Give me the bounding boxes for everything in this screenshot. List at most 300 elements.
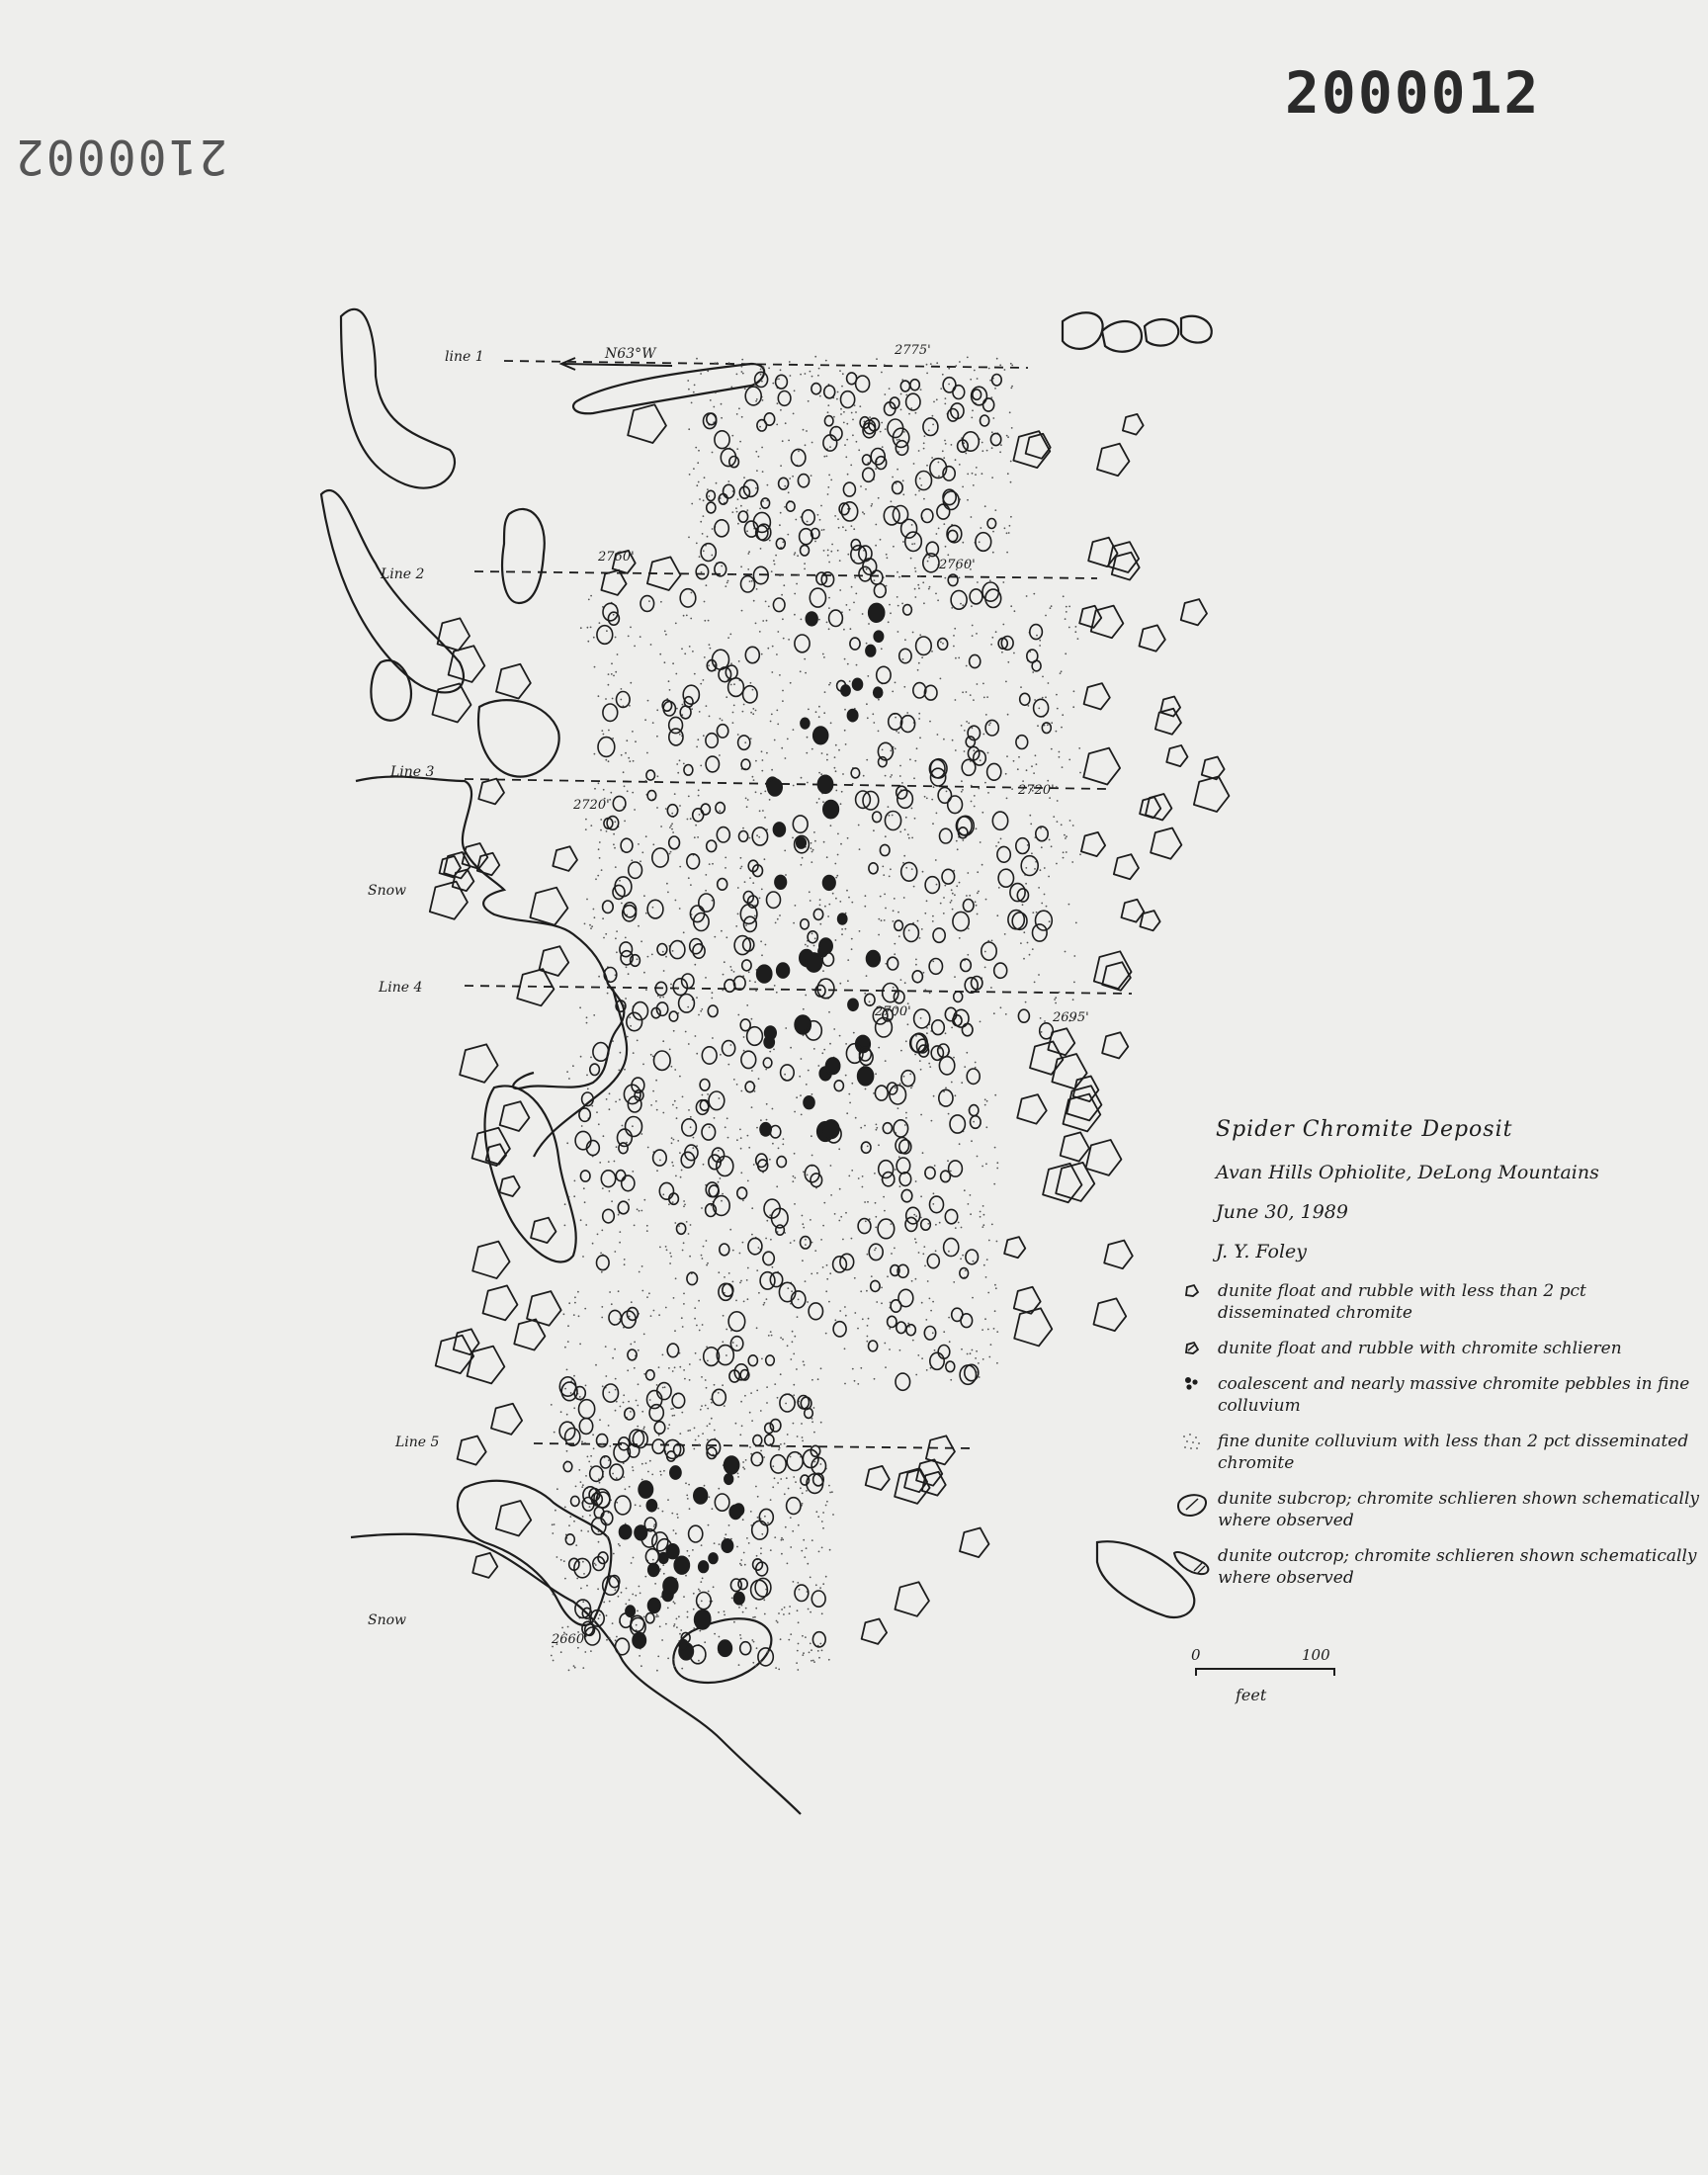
colluvium-dot [919,737,921,739]
colluvium-dot [789,361,791,363]
dunite-pebble [670,941,685,959]
colluvium-dot [1004,933,1006,935]
dunite-pebble [1034,699,1049,717]
colluvium-dot [643,895,645,897]
colluvium-dot [725,1126,726,1128]
colluvium-dot [794,1336,796,1338]
colluvium-dot [910,1088,912,1089]
colluvium-dot [756,1555,758,1557]
colluvium-dot [977,914,979,915]
colluvium-dot [873,829,875,831]
colluvium-dot [614,1251,616,1253]
colluvium-dot [788,491,790,493]
colluvium-dot [880,431,882,433]
colluvium-dot [603,789,605,791]
colluvium-dot [995,845,997,847]
colluvium-dot [698,1436,700,1437]
colluvium-dot [916,747,918,749]
colluvium-dot [722,1384,724,1386]
colluvium-dot [769,540,771,542]
colluvium-dot [931,1120,933,1122]
dunite-pebble [940,828,953,843]
colluvium-dot [753,1641,755,1643]
chromite-pebble [725,1456,739,1474]
colluvium-dot [801,1058,803,1060]
colluvium-dot [903,897,905,899]
colluvium-dot [580,1056,582,1058]
dunite-boulder [1151,827,1181,858]
colluvium-dot [598,695,600,697]
colluvium-dot [719,1543,721,1545]
colluvium-dot [768,367,770,369]
colluvium-dot [698,1660,700,1662]
colluvium-dot [910,407,912,409]
line-1-label: line 1 [445,349,484,365]
colluvium-dot [819,395,821,397]
colluvium-dot [745,798,747,800]
colluvium-dot [991,431,993,433]
dunite-boulder [458,1436,486,1465]
colluvium-dot [863,513,865,515]
dunite-boulder [1052,1054,1086,1088]
colluvium-dot [1057,708,1059,710]
colluvium-dot [789,478,791,479]
colluvium-dot [742,1242,744,1244]
dunite-pebble [682,1119,697,1136]
colluvium-dot [979,1376,981,1378]
dunite-pebble [706,756,719,772]
colluvium-dot [778,1148,780,1150]
colluvium-dot [667,1428,669,1430]
colluvium-dot [774,985,776,987]
colluvium-dot [915,959,917,961]
colluvium-dot [848,897,850,899]
dunite-pebble [871,1280,880,1291]
colluvium-dot [796,1368,798,1370]
dunite-pebble [738,511,747,522]
colluvium-dot [754,981,756,983]
dunite-pebble [1027,650,1038,662]
colluvium-dot [840,1216,842,1218]
colluvium-dot [1007,714,1009,716]
colluvium-dot [884,1343,886,1345]
colluvium-dot [1038,887,1040,889]
colluvium-dot [1079,772,1081,774]
dunite-pebble [875,1086,888,1100]
colluvium-dot [992,417,994,419]
colluvium-dot [789,1606,791,1608]
colluvium-dot [845,928,847,930]
colluvium-dot [811,1135,812,1137]
colluvium-dot [714,1117,716,1119]
colluvium-dot [944,440,946,442]
colluvium-dot [587,641,589,643]
colluvium-dot [683,1596,685,1598]
colluvium-dot [632,731,634,733]
colluvium-dot [954,628,956,630]
colluvium-dot [707,1439,709,1441]
colluvium-dot [823,712,825,714]
colluvium-dot [714,1542,716,1544]
colluvium-dot [904,828,906,830]
colluvium-dot [978,1362,980,1364]
colluvium-dot [756,1390,758,1392]
colluvium-dot [1010,388,1012,390]
colluvium-dot [844,1306,846,1308]
colluvium-dot [740,505,742,507]
colluvium-dot [944,577,946,579]
colluvium-dot [712,1037,714,1039]
colluvium-dot [1005,773,1007,775]
colluvium-dot [625,752,627,754]
colluvium-dot [919,478,921,479]
colluvium-dot [611,1303,613,1305]
colluvium-dot [806,430,808,432]
colluvium-dot [579,1006,581,1008]
colluvium-dot [556,1556,558,1558]
colluvium-dot [676,1514,678,1516]
colluvium-dot [748,1542,750,1544]
colluvium-dot [701,1207,703,1209]
colluvium-dot [704,601,706,603]
colluvium-dot [866,568,868,570]
colluvium-dot [704,1641,706,1643]
colluvium-dot [923,972,925,974]
colluvium-dot [934,1165,936,1167]
colluvium-dot [755,990,757,992]
colluvium-dot [682,704,684,706]
colluvium-dot [707,488,709,490]
colluvium-dot [618,1543,620,1545]
dunite-pebble [565,1534,574,1545]
dunite-pebble [1018,1009,1029,1022]
colluvium-dot [955,459,957,461]
colluvium-dot [763,1456,765,1458]
colluvium-dot [658,1435,660,1436]
colluvium-dot [851,1170,853,1172]
dunite-pebble [761,498,770,508]
colluvium-dot [964,1066,966,1068]
colluvium-dot [977,871,979,873]
colluvium-dot [626,966,628,968]
dunite-pebble [880,844,890,855]
colluvium-dot [790,1358,792,1360]
colluvium-dot [560,1559,562,1561]
colluvium-dot [930,1310,932,1312]
colluvium-dot [894,943,896,945]
colluvium-dot [787,534,789,536]
colluvium-dot [683,763,685,765]
colluvium-dot [965,1269,967,1271]
colluvium-dot [738,1607,740,1609]
outcrop-left-2 [321,490,464,692]
chromite-pebble [663,1577,678,1594]
colluvium-dot [821,529,823,531]
colluvium-dot [882,749,884,751]
colluvium-dot [762,399,764,401]
colluvium-dot [662,1354,664,1356]
colluvium-dot [874,1173,876,1174]
colluvium-dot [694,1307,696,1309]
colluvium-dot [676,1107,678,1109]
colluvium-dot [627,790,629,792]
colluvium-dot [767,1522,769,1524]
colluvium-dot [624,1069,626,1071]
colluvium-dot [884,1210,886,1212]
colluvium-dot [1039,640,1041,642]
colluvium-dot [826,622,828,624]
colluvium-dot [806,752,808,754]
colluvium-dot [825,1290,827,1292]
dunite-pebble [725,980,735,993]
line-1-elevation: 2775' [895,343,931,358]
colluvium-dot [822,970,824,972]
colluvium-dot [707,370,709,372]
colluvium-dot [811,847,812,849]
outcrop-line5-left [458,1481,611,1625]
dunite-boulder [531,1218,555,1243]
colluvium-dot [782,700,784,702]
colluvium-dot [737,734,739,736]
colluvium-dot [811,1539,813,1541]
colluvium-dot [580,627,582,629]
colluvium-dot [882,446,884,448]
colluvium-dot [890,776,892,778]
dunite-pebble [874,584,886,598]
colluvium-dot [781,1539,783,1541]
colluvium-dot [586,1585,588,1587]
colluvium-dot [823,550,825,552]
colluvium-dot [1033,772,1035,774]
colluvium-dot [794,390,796,392]
colluvium-dot [708,620,710,622]
colluvium-dot [677,988,679,990]
colluvium-dot [633,1052,635,1054]
colluvium-dot [634,1367,636,1369]
colluvium-dot [933,1095,935,1097]
dunite-pebble [913,683,926,698]
colluvium-dot [715,362,717,364]
colluvium-dot [607,993,609,995]
colluvium-dot [643,1334,645,1336]
colluvium-dot [738,407,740,409]
dunite-boulder [491,1404,522,1435]
colluvium-dot [804,1364,806,1366]
colluvium-dot [1063,857,1065,859]
dunite-pebble [997,846,1010,862]
colluvium-dot [602,1385,604,1387]
legend-item-colluvium [1166,1431,1700,1474]
colluvium-dot [1000,1006,1002,1008]
dunite-pebble [932,1020,945,1035]
colluvium-dot [739,1129,741,1131]
colluvium-dot [618,1070,620,1072]
colluvium-dot [920,484,922,486]
colluvium-dot [899,775,901,777]
dunite-pebble [896,1373,910,1390]
boulder-top-right-2 [1102,321,1142,352]
colluvium-dot [631,1562,633,1564]
colluvium-dot [681,1317,683,1319]
colluvium-dot [977,581,979,583]
colluvium-dot [698,1300,700,1302]
colluvium-dot [827,404,829,406]
colluvium-dot [741,1425,743,1427]
colluvium-dot [972,473,974,475]
colluvium-dot [843,411,845,413]
colluvium-dot [719,1636,721,1638]
colluvium-dot [621,754,623,756]
colluvium-dot [915,1180,917,1182]
snow-edge-lower [351,1534,801,1814]
colluvium-dot [793,1476,795,1478]
colluvium-dot [1007,436,1009,438]
chromite-pebble [866,645,876,656]
colluvium-dot [828,1659,830,1661]
chromite-pebble [659,1553,668,1564]
colluvium-dot [966,721,968,723]
colluvium-dot [831,544,833,546]
colluvium-dot [885,1366,887,1368]
dunite-pebble [982,582,998,601]
colluvium-dot [689,1379,691,1381]
colluvium-dot [736,413,738,415]
colluvium-dot [876,1127,878,1129]
colluvium-dot [779,574,781,576]
colluvium-dot [777,918,779,920]
dunite-pebble [701,544,716,562]
colluvium-dot [837,392,839,393]
colluvium-dot [809,891,811,893]
colluvium-dot [738,660,740,662]
colluvium-dot [599,1419,601,1421]
colluvium-dot [608,684,610,686]
colluvium-dot [943,739,945,740]
colluvium-dot [758,1078,760,1080]
colluvium-dot [984,951,986,953]
colluvium-dot [954,894,956,896]
colluvium-dot [761,770,763,772]
colluvium-dot [699,498,701,500]
colluvium-dot [857,1383,859,1385]
colluvium-dot [825,360,827,362]
colluvium-dot [989,722,991,724]
colluvium-dot [980,1021,982,1023]
colluvium-dot [859,930,861,932]
colluvium-dot [580,1481,582,1483]
colluvium-dot [695,1439,697,1441]
map-subtitle: Avan Hills Ophiolite, DeLong Mountains [1216,1162,1599,1183]
colluvium-dot [671,1066,673,1068]
colluvium-dot [581,1440,583,1442]
colluvium-dot [638,1349,640,1351]
colluvium-dot [899,1185,901,1187]
colluvium-dot [996,1241,998,1243]
colluvium-dot [1009,411,1011,413]
colluvium-dot [662,1387,664,1389]
colluvium-dot [875,545,877,547]
colluvium-dot [1042,676,1044,678]
colluvium-dot [633,1470,635,1472]
colluvium-dot [1039,645,1041,647]
dunite-pebble [929,959,942,975]
colluvium-dot [612,1357,614,1359]
colluvium-dot [672,1415,674,1417]
colluvium-dot [876,1129,878,1131]
colluvium-dot [719,754,721,756]
colluvium-dot [679,908,681,910]
colluvium-dot [921,1302,923,1304]
colluvium-dot [807,945,809,947]
colluvium-dot [959,361,961,363]
dunite-boulder [1194,776,1230,812]
colluvium-dot [564,1347,566,1348]
dunite-pebble [646,770,655,780]
colluvium-dot [783,638,785,640]
dunite-pebble [709,1185,719,1197]
colluvium-dot [805,1244,807,1246]
colluvium-dot [683,931,685,933]
colluvium-dot [687,1616,689,1618]
colluvium-dot [743,1036,745,1038]
colluvium-dot [688,1484,690,1486]
colluvium-dot [699,1359,701,1361]
colluvium-dot [581,1125,583,1127]
colluvium-dot [736,511,738,513]
colluvium-dot [839,1310,841,1312]
dunite-boulder [1181,599,1207,625]
colluvium-dot [756,834,758,836]
colluvium-dot [883,1196,885,1198]
colluvium-dot [932,823,934,825]
colluvium-dot [811,475,812,477]
dunite-pebble [621,838,633,852]
colluvium-dot [740,1280,742,1282]
chromite-pebble [648,1563,659,1576]
colluvium-dot [1036,912,1038,914]
colluvium-dot [740,1172,742,1174]
colluvium-dot [927,1223,929,1225]
colluvium-dot [1069,820,1071,822]
dunite-pebble [900,716,914,733]
colluvium-dot [835,744,837,746]
colluvium-dot [889,604,891,606]
dunite-boulder [1017,1094,1047,1124]
colluvium-dot [613,614,615,616]
dunite-pebble [596,1492,610,1508]
colluvium-dot [993,1183,995,1185]
colluvium-dot [688,1109,690,1111]
colluvium-dot [864,1125,866,1127]
colluvium-dot [827,493,829,495]
colluvium-dot [809,1652,811,1654]
colluvium-dot [1045,615,1047,617]
colluvium-dot [828,1301,830,1303]
colluvium-dot [761,954,763,956]
colluvium-dot [675,1277,677,1279]
survey-line-2 [474,571,1097,578]
subcrop-icon [1174,1490,1210,1520]
chromite-pebble [813,727,828,744]
dunite-pebble [945,1209,957,1223]
colluvium-dot [961,725,963,727]
colluvium-dot [651,1474,653,1476]
colluvium-dot [606,1098,608,1100]
dunite-boulder [1091,606,1124,639]
colluvium-dot [920,1069,922,1071]
colluvium-dot [936,398,938,400]
colluvium-dot [698,795,700,797]
